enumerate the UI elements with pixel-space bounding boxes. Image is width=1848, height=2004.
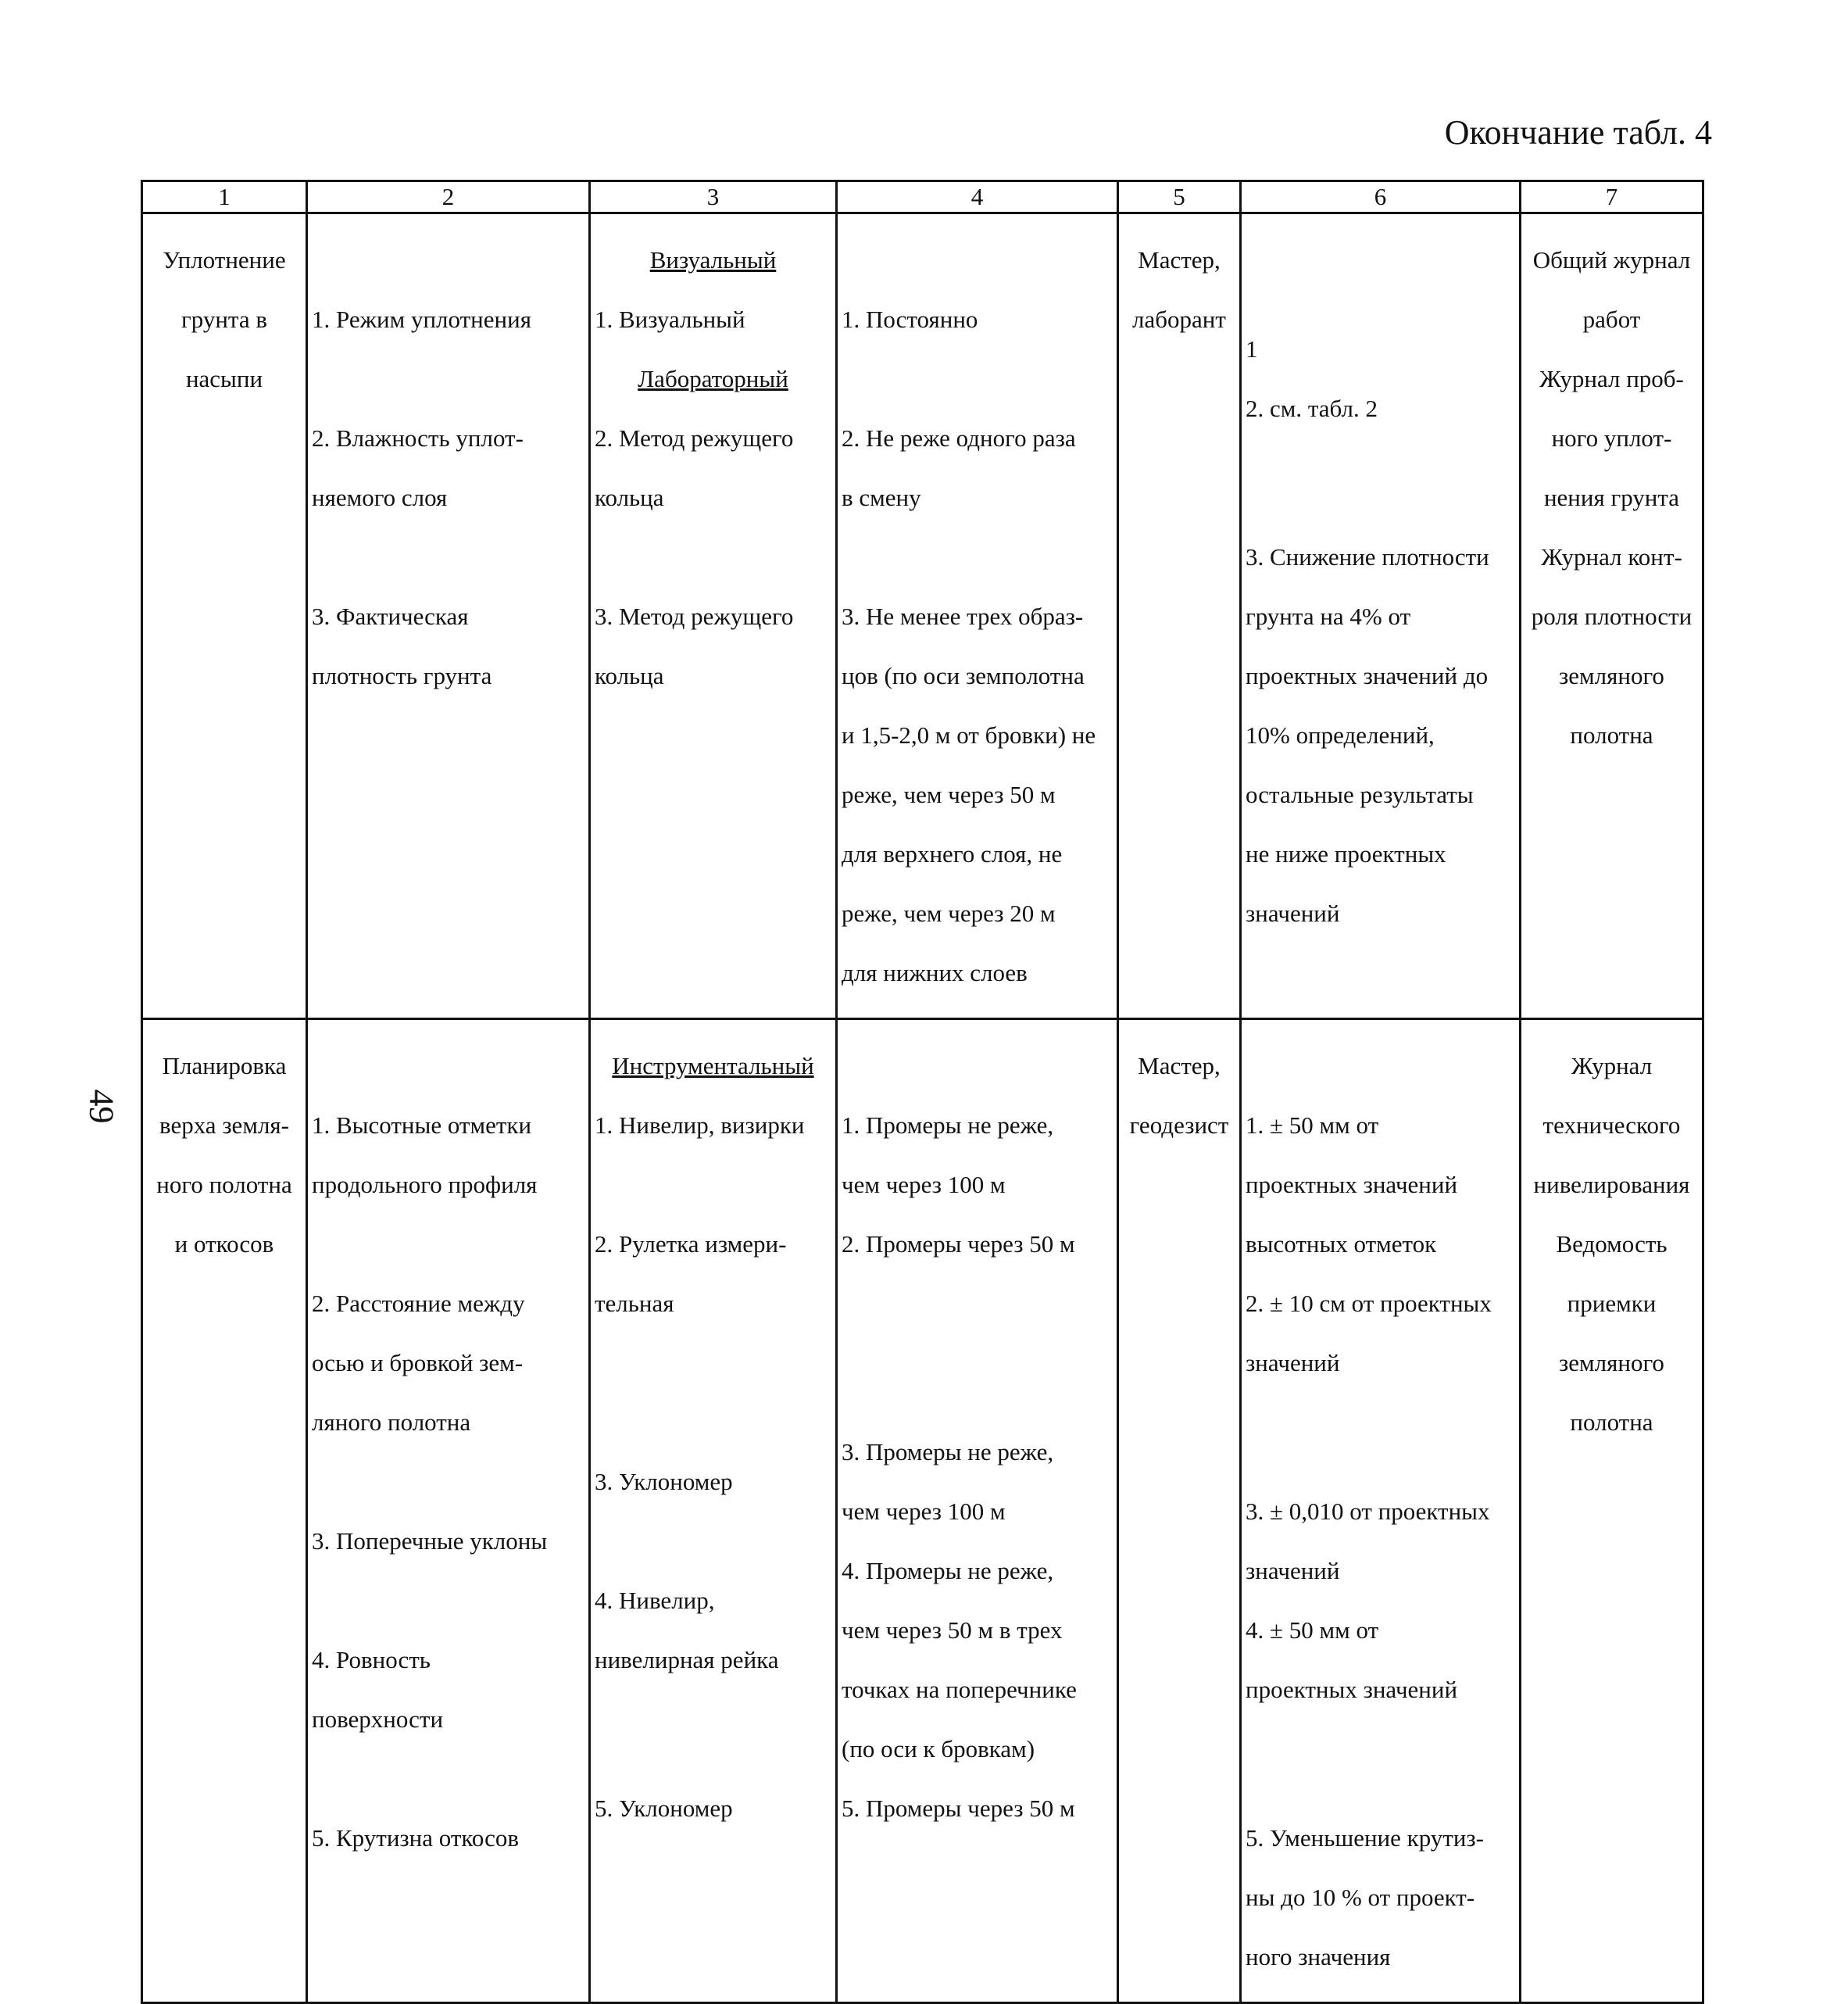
text-line: чем через 100 м xyxy=(842,1171,1006,1198)
text-line: 1. Промеры не реже, xyxy=(842,1111,1054,1139)
text-line: осью и бровкой зем- xyxy=(312,1349,524,1376)
header-cell: 3 xyxy=(590,181,837,213)
method-cell xyxy=(590,213,837,1019)
text-line: нивелирования xyxy=(1533,1171,1690,1198)
text-line: 1. Высотные отметки xyxy=(312,1111,532,1139)
text-line: Общий журнал xyxy=(1532,246,1691,274)
text-line: (по оси к бровкам) xyxy=(842,1735,1035,1762)
text-line: проектных значений до xyxy=(1246,662,1489,689)
text-line: 1. Визуальный xyxy=(595,306,745,333)
text-line: полотна xyxy=(1570,1408,1653,1436)
header-cell: 5 xyxy=(1118,181,1241,213)
text-line: грунта на 4% от xyxy=(1246,603,1411,630)
frequency-cell xyxy=(837,213,1118,1019)
text-line: 10% определений, xyxy=(1246,721,1435,749)
text-line: земляного xyxy=(1559,1349,1664,1376)
text-line: верха земля- xyxy=(159,1111,289,1139)
text-line: реже, чем через 20 м xyxy=(842,900,1056,927)
text-line: нения грунта xyxy=(1543,484,1680,511)
text-line: ляного полотна xyxy=(312,1408,471,1436)
text-line: и откосов xyxy=(174,1230,274,1258)
text-line: ны до 10 % от проект- xyxy=(1246,1884,1475,1911)
header-cell: 2 xyxy=(307,181,590,213)
text-line: тельная xyxy=(595,1290,674,1317)
inspection-table xyxy=(141,180,1704,2004)
text-line: 1. Постоянно xyxy=(842,306,978,333)
header-cell: 1 xyxy=(142,181,307,213)
header-cell: 6 xyxy=(1241,181,1521,213)
text-line: геодезист xyxy=(1129,1111,1229,1139)
table-row xyxy=(142,213,1703,1019)
params-cell xyxy=(307,213,590,1019)
text-line: 2. Метод режущего xyxy=(595,424,794,452)
frequency-cell xyxy=(837,1019,1118,2003)
text-line: полотна xyxy=(1570,721,1653,749)
text-line: чем через 100 м xyxy=(842,1498,1006,1525)
text-line: 2. Не реже одного раза xyxy=(842,424,1076,452)
text-line: ного полотна xyxy=(156,1171,292,1198)
table-caption: Окончание табл. 4 xyxy=(1444,113,1712,152)
text-line: работ xyxy=(1582,306,1641,333)
tolerance-cell xyxy=(1241,213,1521,1019)
text-line: 3. Не менее трех образ- xyxy=(842,603,1084,630)
text-line: точках на поперечнике xyxy=(842,1676,1077,1703)
method-title: Визуальный xyxy=(649,246,777,274)
text-line: земляного xyxy=(1559,662,1664,689)
text-line: приемки xyxy=(1567,1290,1657,1317)
table-row xyxy=(142,1019,1703,2003)
text-line: 2. Влажность уплот- xyxy=(312,424,524,452)
responsible-cell xyxy=(1118,213,1241,1019)
text-line: Планировка xyxy=(162,1052,287,1079)
text-line: 1 xyxy=(1246,335,1258,363)
text-line: 3. ± 0,010 от проектных xyxy=(1246,1498,1490,1525)
text-line: значений xyxy=(1246,1349,1340,1376)
text-line: Журнал xyxy=(1571,1052,1653,1079)
text-line: Ведомость xyxy=(1556,1230,1667,1258)
method-title: Лабораторный xyxy=(638,365,788,392)
text-line: 5. Крутизна откосов xyxy=(312,1824,520,1852)
text-line: проектных значений xyxy=(1246,1171,1458,1198)
text-line: 4. Ровность xyxy=(312,1646,431,1673)
text-line: продольного профиля xyxy=(312,1171,538,1198)
operation-cell xyxy=(142,1019,307,2003)
text-line: 2. Промеры через 50 м xyxy=(842,1230,1075,1258)
text-line: 3. Поперечные уклоны xyxy=(312,1527,548,1555)
text-line: Журнал конт- xyxy=(1541,543,1682,571)
text-line: ного значения xyxy=(1246,1943,1391,1970)
text-line: для нижних слоев xyxy=(842,959,1028,986)
text-line: 3. Промеры не реже, xyxy=(842,1438,1054,1465)
text-line: реже, чем через 50 м xyxy=(842,781,1056,808)
text-line: 4. Нивелир, xyxy=(595,1587,715,1614)
text-line: поверхности xyxy=(312,1705,444,1733)
header-cell: 7 xyxy=(1521,181,1703,213)
text-line: 4. Промеры не реже, xyxy=(842,1557,1054,1584)
text-line: и 1,5-2,0 м от бровки) не xyxy=(842,721,1096,749)
text-line: лаборант xyxy=(1132,306,1226,333)
text-line: 1. Режим уплотнения xyxy=(312,306,531,333)
header-cell: 4 xyxy=(837,181,1118,213)
records-cell xyxy=(1521,213,1703,1019)
text-line: 2. ± 10 см от проектных xyxy=(1246,1290,1492,1317)
text-line: 5. Уклономер xyxy=(595,1795,733,1822)
text-line: Мастер, xyxy=(1138,246,1221,274)
text-line: Уплотнение xyxy=(163,246,286,274)
text-line: 5. Промеры через 50 м xyxy=(842,1795,1075,1822)
header-row xyxy=(142,181,1703,213)
text-line: в смену xyxy=(842,484,921,511)
text-line: значений xyxy=(1246,1557,1340,1584)
text-line: не ниже проектных xyxy=(1246,840,1446,868)
text-line: значений xyxy=(1246,900,1340,927)
text-line: остальные результаты xyxy=(1246,781,1474,808)
text-line: 3. Фактическая xyxy=(312,603,469,630)
text-line: 3. Снижение плотности xyxy=(1246,543,1489,571)
text-line: 4. ± 50 мм от xyxy=(1246,1616,1379,1644)
text-line: 3. Уклономер xyxy=(595,1468,733,1495)
records-cell xyxy=(1521,1019,1703,2003)
responsible-cell xyxy=(1118,1019,1241,2003)
text-line: плотность грунта xyxy=(312,662,492,689)
text-line: 2. Рулетка измери- xyxy=(595,1230,787,1258)
method-title: Инструментальный xyxy=(612,1052,814,1079)
text-line: Мастер, xyxy=(1138,1052,1221,1079)
text-line: технического xyxy=(1542,1111,1681,1139)
params-cell xyxy=(307,1019,590,2003)
text-line: 1. ± 50 мм от xyxy=(1246,1111,1379,1139)
text-line: ного уплот- xyxy=(1551,424,1672,452)
text-line: насыпи xyxy=(185,365,263,392)
text-line: цов (по оси земполотна xyxy=(842,662,1085,689)
text-line: высотных отметок xyxy=(1246,1230,1437,1258)
text-line: няемого слоя xyxy=(312,484,448,511)
text-line: 3. Метод режущего xyxy=(595,603,794,630)
tolerance-cell xyxy=(1241,1019,1521,2003)
text-line: 2. см. табл. 2 xyxy=(1246,395,1378,422)
text-line: 5. Уменьшение крутиз- xyxy=(1246,1824,1485,1852)
text-line: чем через 50 м в трех xyxy=(842,1616,1063,1644)
text-line: 2. Расстояние между xyxy=(312,1290,525,1317)
method-cell xyxy=(590,1019,837,2003)
text-line: кольца xyxy=(595,662,664,689)
text-line: проектных значений xyxy=(1246,1676,1458,1703)
text-line: грунта в xyxy=(181,306,267,333)
operation-cell xyxy=(142,213,307,1019)
text-line: 1. Нивелир, визирки xyxy=(595,1111,805,1139)
text-line: для верхнего слоя, не xyxy=(842,840,1063,868)
text-line: кольца xyxy=(595,484,664,511)
text-line: роля плотности xyxy=(1531,603,1693,630)
text-line: Журнал проб- xyxy=(1539,365,1684,392)
text-line: нивелирная рейка xyxy=(595,1646,779,1673)
page-number: 49 xyxy=(82,1089,121,1124)
